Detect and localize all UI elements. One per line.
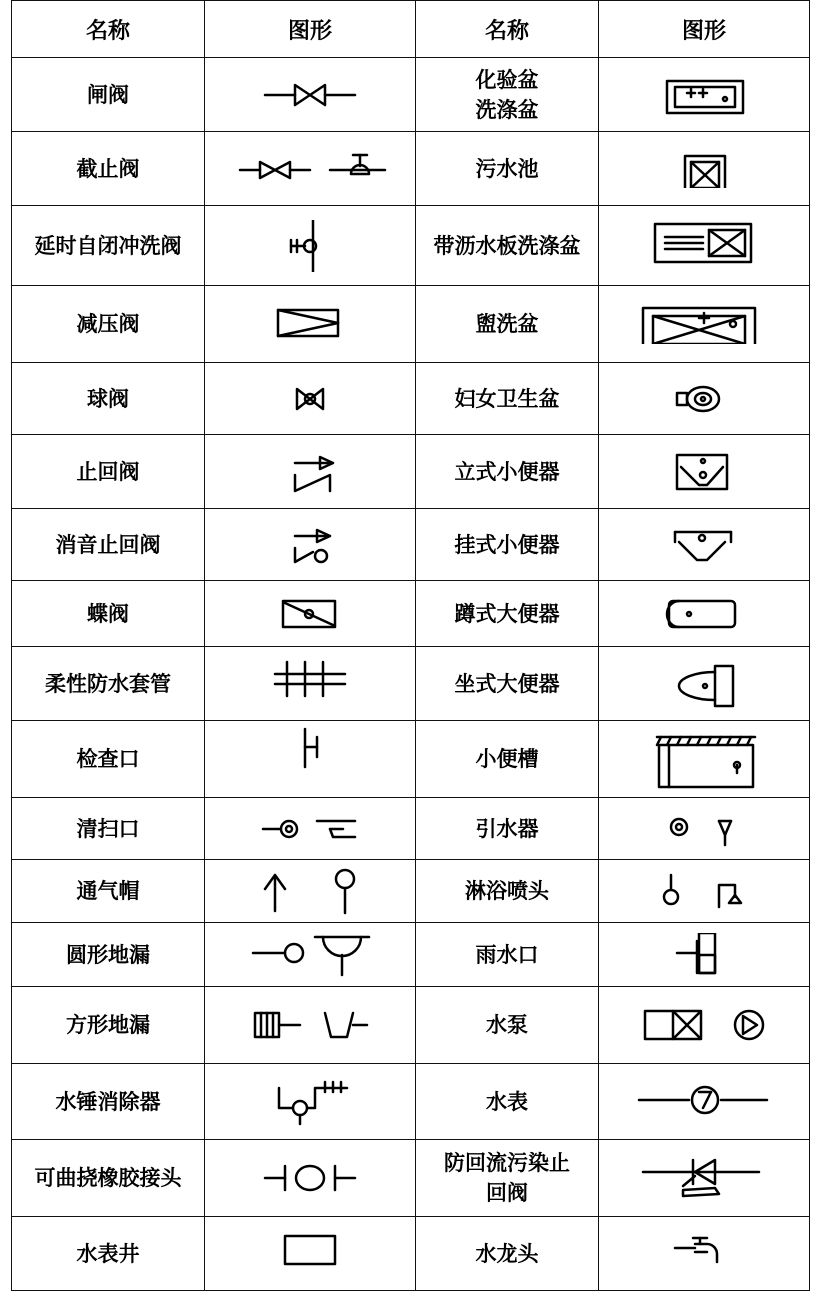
gate-valve-icon [205, 75, 416, 115]
table-row [12, 581, 810, 647]
symbol-name: 截止阀 [12, 132, 205, 206]
seat-toilet-icon [599, 660, 810, 708]
symbol-name: 通气帽 [12, 860, 205, 923]
symbol-graphic [205, 58, 416, 132]
shower-head-icon [599, 867, 810, 915]
symbol-graphic [205, 363, 416, 435]
symbol-graphic [205, 509, 416, 581]
vent-cap-icon [205, 867, 416, 915]
symbol-name: 柔性防水套管 [12, 647, 205, 721]
water-pump-icon [599, 1005, 810, 1045]
backflow-preventer-icon [599, 1156, 810, 1200]
symbol-graphic [205, 132, 416, 206]
symbol-name: 消音止回阀 [12, 509, 205, 581]
symbol-graphic [205, 860, 416, 923]
symbol-name: 检查口 [12, 721, 205, 798]
table-row [12, 58, 810, 132]
symbol-graphic [599, 987, 810, 1064]
table-row [12, 860, 810, 923]
delay-flush-valve-icon [205, 220, 416, 272]
table-row [12, 1064, 810, 1140]
symbol-name: 水泵 [416, 987, 599, 1064]
symbol-graphic [599, 206, 810, 286]
symbol-graphic [205, 581, 416, 647]
urinal-trough-icon [599, 727, 810, 791]
symbol-graphic [205, 286, 416, 363]
rainwater-inlet-icon [599, 933, 810, 977]
lab-sink-icon [599, 75, 810, 115]
symbol-graphic [599, 721, 810, 798]
water-meter-icon [599, 1078, 810, 1126]
wash-basin-icon [599, 304, 810, 344]
butterfly-valve-icon [205, 593, 416, 635]
water-diverter-icon [599, 809, 810, 849]
cleanout-icon [205, 809, 416, 849]
symbol-graphic [599, 581, 810, 647]
symbol-name: 清扫口 [12, 798, 205, 860]
symbol-name: 挂式小便器 [416, 509, 599, 581]
table-row [12, 206, 810, 286]
symbol-name: 水表井 [12, 1217, 205, 1291]
symbol-name: 圆形地漏 [12, 923, 205, 987]
symbol-graphic [599, 1217, 810, 1291]
table-row [12, 1140, 810, 1217]
symbol-name: 水锤消除器 [12, 1064, 205, 1140]
symbol-graphic [599, 1064, 810, 1140]
symbol-graphic [599, 286, 810, 363]
drainboard-sink-icon [599, 220, 810, 272]
symbol-name: 水龙头 [416, 1217, 599, 1291]
symbol-graphic [599, 509, 810, 581]
table-row [12, 286, 810, 363]
flexible-sleeve-icon [205, 660, 416, 708]
symbol-graphic [205, 206, 416, 286]
meter-well-icon [205, 1228, 416, 1280]
symbol-name: 带沥水板洗涤盆 [416, 206, 599, 286]
bidet-icon [599, 379, 810, 419]
symbol-name: 小便槽 [416, 721, 599, 798]
symbol-graphic [599, 923, 810, 987]
symbol-name: 引水器 [416, 798, 599, 860]
pressure-reducing-valve-icon [205, 304, 416, 344]
symbol-graphic [599, 798, 810, 860]
symbol-graphic [205, 1217, 416, 1291]
inspection-port-icon [205, 727, 416, 791]
table-row [12, 1217, 810, 1291]
standing-urinal-icon [599, 451, 810, 493]
symbol-graphic [205, 721, 416, 798]
water-hammer-arrester-icon [205, 1078, 416, 1126]
globe-valve-icon [205, 150, 416, 188]
table-row [12, 923, 810, 987]
table-row [12, 987, 810, 1064]
header-name-2: 名称 [416, 1, 599, 58]
symbol-graphic [205, 798, 416, 860]
symbol-graphic [599, 1140, 810, 1217]
table-row [12, 721, 810, 798]
symbol-name: 减压阀 [12, 286, 205, 363]
symbol-graphic [205, 1064, 416, 1140]
symbol-name: 蝶阀 [12, 581, 205, 647]
symbol-name: 球阀 [12, 363, 205, 435]
check-valve-icon [205, 451, 416, 493]
symbol-name: 蹲式大便器 [416, 581, 599, 647]
header-row [12, 1, 810, 58]
table-row [12, 363, 810, 435]
sewage-basin-icon [599, 150, 810, 188]
silent-check-valve-icon [205, 526, 416, 564]
symbol-name: 化验盆 洗涤盆 [416, 58, 599, 132]
symbol-graphic [599, 132, 810, 206]
table-row [12, 435, 810, 509]
symbol-graphic [599, 435, 810, 509]
symbol-name: 方形地漏 [12, 987, 205, 1064]
symbol-name: 水表 [416, 1064, 599, 1140]
wall-urinal-icon [599, 526, 810, 564]
symbol-name: 淋浴喷头 [416, 860, 599, 923]
symbol-name: 污水池 [416, 132, 599, 206]
symbol-graphic [599, 363, 810, 435]
table-row [12, 509, 810, 581]
symbol-name: 防回流污染止 回阀 [416, 1140, 599, 1217]
header-symbol-1: 图形 [205, 1, 416, 58]
symbol-name: 盥洗盆 [416, 286, 599, 363]
symbol-legend-table [11, 0, 810, 1291]
faucet-icon [599, 1228, 810, 1280]
symbol-graphic [599, 58, 810, 132]
symbol-graphic [205, 923, 416, 987]
symbol-graphic [599, 860, 810, 923]
table-row [12, 647, 810, 721]
square-floor-drain-icon [205, 1005, 416, 1045]
symbol-name: 止回阀 [12, 435, 205, 509]
symbol-graphic [205, 647, 416, 721]
header-name-1: 名称 [12, 1, 205, 58]
round-floor-drain-icon [205, 933, 416, 977]
symbol-name: 闸阀 [12, 58, 205, 132]
symbol-name: 延时自闭冲洗阀 [12, 206, 205, 286]
symbol-name: 妇女卫生盆 [416, 363, 599, 435]
symbol-graphic [205, 1140, 416, 1217]
symbol-graphic [599, 647, 810, 721]
symbol-name: 立式小便器 [416, 435, 599, 509]
symbol-graphic [205, 987, 416, 1064]
ball-valve-icon [205, 379, 416, 419]
table-row [12, 132, 810, 206]
symbol-name: 雨水口 [416, 923, 599, 987]
header-symbol-2: 图形 [599, 1, 810, 58]
symbol-name: 坐式大便器 [416, 647, 599, 721]
table-row [12, 798, 810, 860]
rubber-joint-icon [205, 1156, 416, 1200]
squat-toilet-icon [599, 593, 810, 635]
symbol-graphic [205, 435, 416, 509]
symbol-name: 可曲挠橡胶接头 [12, 1140, 205, 1217]
